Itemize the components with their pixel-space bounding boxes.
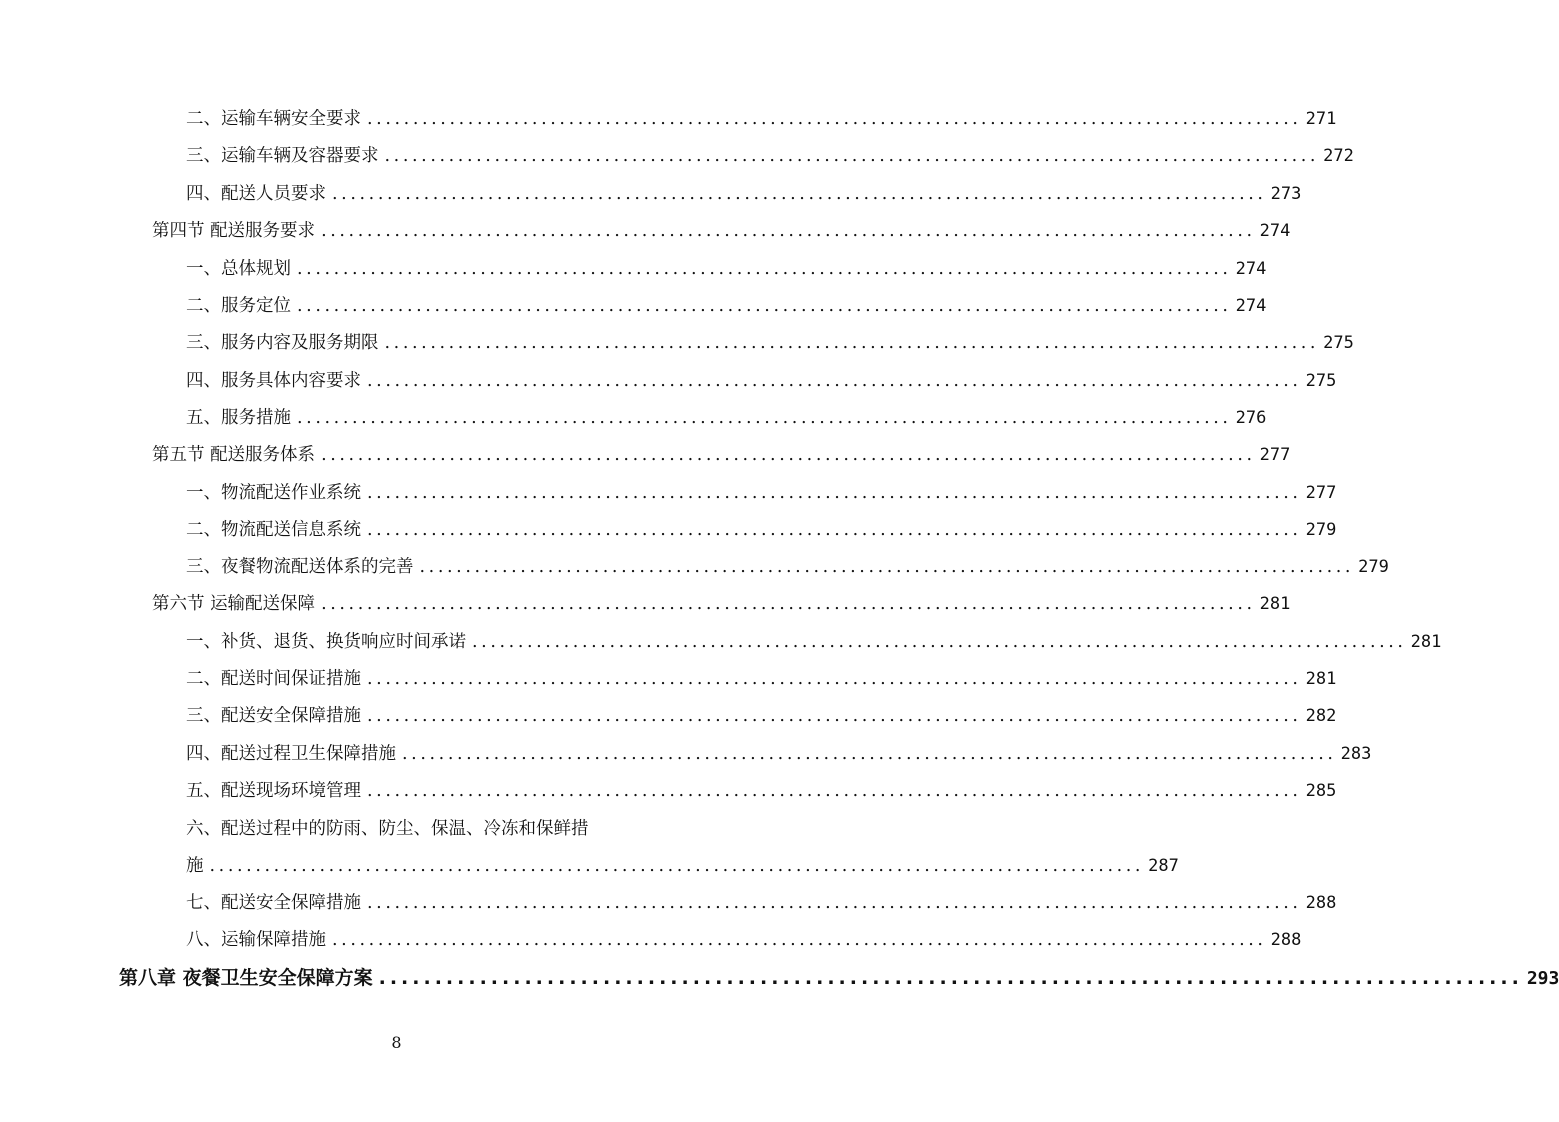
toc-leader-dots: ...................................................................................................... xyxy=(321,221,1256,241)
toc-entry[interactable] xyxy=(186,704,1337,728)
toc-leader-dots: ...................................................................................................... xyxy=(367,781,1302,801)
toc-entry-page: 277 xyxy=(1259,445,1291,465)
toc-leader-dots: ...................................................................................................... xyxy=(367,109,1302,129)
toc-entry[interactable] xyxy=(186,144,1354,168)
toc-chapter-label: 第八章 夜餐卫生安全保障方案 xyxy=(119,967,373,989)
toc-entry[interactable] xyxy=(186,369,1337,393)
toc-entry[interactable] xyxy=(186,891,1337,915)
toc-entry-label: 三、夜餐物流配送体系的完善 xyxy=(186,557,414,577)
toc-section-entry[interactable] xyxy=(152,592,1291,616)
toc-entry-label: 三、运输车辆及容器要求 xyxy=(186,146,379,166)
toc-entry[interactable] xyxy=(186,779,1337,803)
toc-entry[interactable] xyxy=(186,294,1267,318)
toc-entry[interactable] xyxy=(186,742,1372,766)
toc-chapter-entry[interactable] xyxy=(119,966,1559,991)
toc-leader-dots: ...................................................................................................... xyxy=(297,408,1232,428)
toc-leader-dots: ...................................................................................................... xyxy=(332,184,1267,204)
toc-entry[interactable] xyxy=(186,182,1302,206)
toc-entry-label: 第四节 配送服务要求 xyxy=(152,221,316,241)
toc-entry-label: 四、服务具体内容要求 xyxy=(186,371,361,391)
toc-entry-page: 285 xyxy=(1305,781,1337,801)
toc-entry-label: 五、服务措施 xyxy=(186,408,291,428)
toc-entry-page: 275 xyxy=(1305,371,1337,391)
toc-entry-label: 三、配送安全保障措施 xyxy=(186,706,361,726)
toc-leader-dots: ...................................................................................................... xyxy=(297,296,1232,316)
toc-entry-label: 第五节 配送服务体系 xyxy=(152,445,316,465)
toc-entry[interactable] xyxy=(186,854,1179,878)
toc-leader-dots: ...................................................................................................... xyxy=(367,371,1302,391)
toc-entry-page: 287 xyxy=(1148,856,1179,876)
toc-entry-label: 二、物流配送信息系统 xyxy=(186,520,361,540)
toc-entry-page: 274 xyxy=(1235,259,1267,279)
toc-section-entry[interactable] xyxy=(152,219,1291,243)
toc-entry-page: 271 xyxy=(1305,109,1337,129)
toc-leader-dots: ...................................................................................................... xyxy=(321,594,1256,614)
toc-entry[interactable] xyxy=(186,257,1267,281)
toc-entry-label: 五、配送现场环境管理 xyxy=(186,781,361,801)
toc-entry-page: 275 xyxy=(1323,333,1354,353)
toc-entry-label: 七、配送安全保障措施 xyxy=(186,893,361,913)
toc-entry[interactable] xyxy=(186,630,1442,654)
toc-entry-page: 279 xyxy=(1358,557,1389,577)
toc-entry-page: 281 xyxy=(1410,632,1442,652)
toc-entry-page: 288 xyxy=(1305,893,1337,913)
toc-entry[interactable] xyxy=(186,331,1354,355)
toc-entry-page: 281 xyxy=(1305,669,1337,689)
toc-entry-label: 六、配送过程中的防雨、防尘、保温、冷冻和保鲜措 xyxy=(186,819,589,839)
toc-leader-dots: ...................................................................................................... xyxy=(367,893,1302,913)
toc-entry-label: 八、运输保障措施 xyxy=(186,930,326,950)
toc-entry-page: 274 xyxy=(1259,221,1291,241)
toc-leader-dots: ...................................................................................................... xyxy=(378,967,1523,989)
toc-leader-dots: ...................................................................................................... xyxy=(367,669,1302,689)
toc-leader-dots: ...................................................................................................... xyxy=(367,483,1302,503)
toc-leader-dots: ...................................................................................................... xyxy=(367,706,1302,726)
toc-entry-page: 282 xyxy=(1305,706,1337,726)
toc-entry-label: 二、服务定位 xyxy=(186,296,291,316)
toc-entry-page: 281 xyxy=(1259,594,1291,614)
toc-entry[interactable] xyxy=(186,107,1337,131)
toc-entry[interactable] xyxy=(186,555,1389,579)
toc-entry-label: 二、配送时间保证措施 xyxy=(186,669,361,689)
toc-entry-page: 272 xyxy=(1323,146,1354,166)
toc-entry-label: 二、运输车辆安全要求 xyxy=(186,109,361,129)
toc-entry[interactable] xyxy=(186,406,1267,430)
toc-entry-label: 四、配送人员要求 xyxy=(186,184,326,204)
toc-entry-label-continued: 施 xyxy=(186,856,204,876)
toc-entry[interactable] xyxy=(186,481,1337,505)
toc-chapter-page: 293 xyxy=(1526,968,1559,989)
toc-entry-page: 279 xyxy=(1305,520,1337,540)
toc-leader-dots: ...................................................................................................... xyxy=(321,445,1256,465)
toc-leader-dots: ...................................................................................................... xyxy=(384,333,1320,353)
toc-entry-label: 四、配送过程卫生保障措施 xyxy=(186,744,396,764)
toc-leader-dots: ...................................................................................................... xyxy=(332,930,1267,950)
toc-leader-dots: ...................................................................................................... xyxy=(384,146,1320,166)
toc-leader-dots: ...................................................................................................... xyxy=(419,557,1355,577)
toc-entry[interactable] xyxy=(186,518,1337,542)
toc-entry-page: 277 xyxy=(1305,483,1337,503)
toc-section-entry[interactable] xyxy=(152,443,1291,467)
toc-leader-dots: ...................................................................................................... xyxy=(297,259,1232,279)
toc-entry-label: 一、物流配送作业系统 xyxy=(186,483,361,503)
toc-entry-page: 274 xyxy=(1235,296,1267,316)
toc-entry-label: 三、服务内容及服务期限 xyxy=(186,333,379,353)
toc-entry-label: 第六节 运输配送保障 xyxy=(152,594,316,614)
toc-leader-dots: ...................................................................................................... xyxy=(472,632,1407,652)
toc-leader-dots: ...................................................................................................... xyxy=(402,744,1337,764)
toc-entry-label: 一、总体规划 xyxy=(186,259,291,279)
toc-leader-dots: ...................................................................................................... xyxy=(209,856,1145,876)
page-number: 8 xyxy=(391,1033,402,1052)
toc-entry-page: 283 xyxy=(1340,744,1372,764)
toc-entry[interactable] xyxy=(186,928,1302,952)
toc-entry[interactable] xyxy=(186,667,1337,691)
toc-entry-wrapped-line[interactable] xyxy=(186,817,589,841)
toc-entry-label: 一、补货、退货、换货响应时间承诺 xyxy=(186,632,466,652)
toc-entry-page: 273 xyxy=(1270,184,1302,204)
toc-entry-page: 288 xyxy=(1270,930,1302,950)
toc-entry-page: 276 xyxy=(1235,408,1267,428)
toc-leader-dots: ...................................................................................................... xyxy=(367,520,1302,540)
